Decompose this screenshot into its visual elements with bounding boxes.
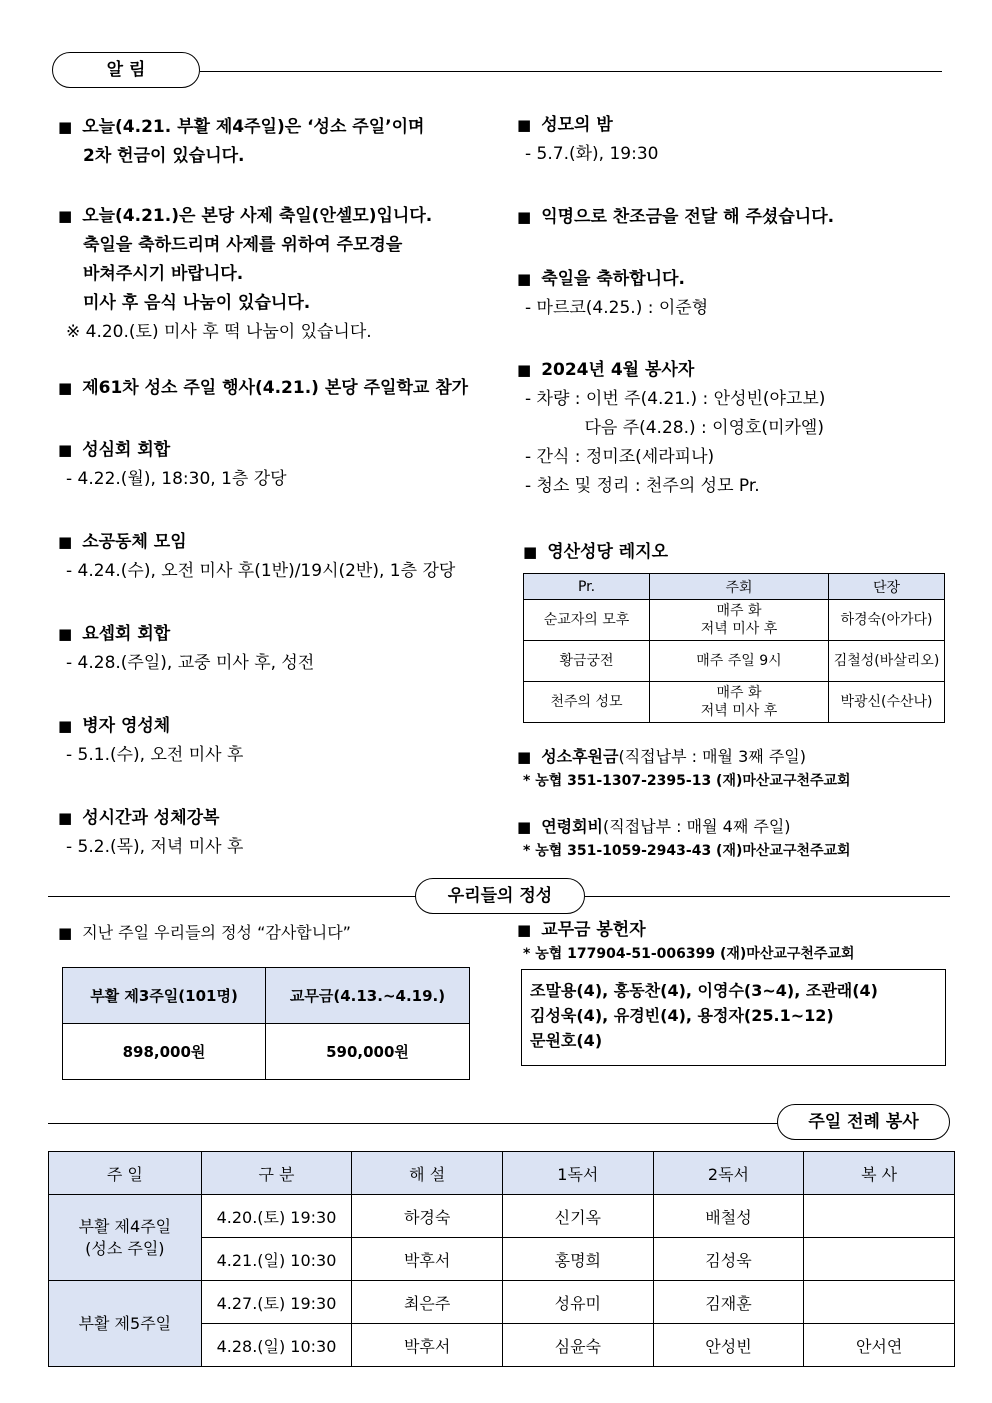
notice-detail: - 마르코(4.25.) : 이준형 [525,298,709,318]
sunday-cell: 부활 제5주일 [49,1281,202,1367]
notice-text: 축일을 축하드리며 사제를 위하여 주모경을 [83,235,403,255]
offering-header: 교무금(4.13.~4.19.) [266,968,470,1024]
fund-funeral: ■ 연령회비(직접납부 : 매월 4째 주일) * 농협 351-1059-2943-43 (재)마산교구천주교회 [517,815,851,863]
legio-cell: 매주 화 저녁 미사 후 [650,600,829,641]
liturgy-cell: 박후서 [352,1238,503,1281]
liturgy-cell: 박후서 [352,1324,503,1367]
offering-title: 우리들의 정성 [415,878,585,914]
notice-detail: - 4.28.(주일), 교중 미사 후, 성전 [66,653,315,673]
notice-item [517,356,825,501]
offering-value: 590,000원 [266,1024,470,1080]
liturgy-cell: 성유미 [502,1281,653,1324]
notice-item [58,202,432,347]
legio-row [524,682,945,723]
notice-detail: - 청소 및 정리 : 천주의 성모 Pr. [525,476,760,496]
liturgy-cell: 김재훈 [653,1281,804,1324]
notice-item [517,265,708,323]
notice-detail: - 차량 : 이번 주(4.21.) : 안성빈(야고보) [525,389,826,409]
liturgy-row [49,1281,955,1324]
notice-title: 알 림 [52,52,200,88]
donor-line: 문원호(4) [530,1031,603,1050]
liturgy-title: 주일 전례 봉사 [777,1104,950,1140]
col-leader: 단장 [829,574,945,600]
notice-text: 2차 헌금이 있습니다. [83,146,245,166]
legio-table [523,573,945,723]
sunday-cell: 부활 제4주일 (성소 주일) [49,1195,202,1281]
liturgy-header: 1독서 [502,1152,653,1195]
divider [48,896,416,897]
fund-vocation: ■ 성소후원금(직접납부 : 매월 3째 주일) * 농협 351-1307-2395-13 (재)마산교구천주교회 [517,745,851,793]
donors-heading: ■ 교무금 봉헌자 * 농협 177904-51-006399 (재)마산교구천주교회 [517,918,855,966]
liturgy-header: 해 설 [352,1152,503,1195]
liturgy-cell: 안서연 [804,1324,955,1367]
legio-cell: 하경숙(아가다) [829,600,945,641]
liturgy-cell: 4.28.(일) 10:30 [201,1324,352,1367]
liturgy-row [49,1195,955,1238]
notice-item [58,374,468,403]
notice-text: 미사 후 음식 나눔이 있습니다. [83,293,311,313]
notice-detail: - 4.22.(월), 18:30, 1층 강당 [66,469,287,489]
legio-cell: 매주 화 저녁 미사 후 [650,682,829,723]
liturgy-cell: 4.21.(일) 10:30 [201,1238,352,1281]
notice-detail: - 간식 : 정미조(세라피나) [525,447,715,467]
notice-text: 바쳐주시기 바랍니다. [83,264,244,284]
legio-cell: 천주의 성모 [524,682,650,723]
liturgy-header: 주 일 [49,1152,202,1195]
notice-text: ■ 요셉회 회합 [58,620,314,649]
offering-heading: ■ 지난 주일 우리들의 정성 “감사합니다” [58,918,351,948]
legio-cell: 황금궁전 [524,641,650,682]
liturgy-cell: 홍명희 [502,1238,653,1281]
liturgy-cell [804,1238,955,1281]
notice-text: ■ 익명으로 찬조금을 전달 해 주셨습니다. [517,203,834,232]
divider [200,71,942,72]
notice-detail: ※ 4.20.(토) 미사 후 떡 나눔이 있습니다. [66,322,372,342]
offering-value: 898,000원 [63,1024,266,1080]
donors-box [521,969,946,1066]
notice-item [58,113,424,171]
notice-text: ■ 제61차 성소 주일 행사(4.21.) 본당 주일학교 참가 [58,374,468,403]
notice-detail: - 4.24.(수), 오전 미사 후(1반)/19시(2반), 1층 강당 [66,561,456,581]
liturgy-cell: 신기옥 [502,1195,653,1238]
notice-item [58,712,243,770]
col-meeting: 주회 [650,574,829,600]
liturgy-header: 복 사 [804,1152,955,1195]
liturgy-cell: 배철성 [653,1195,804,1238]
offering-table [62,967,470,1080]
liturgy-cell: 하경숙 [352,1195,503,1238]
notice-detail: - 5.7.(화), 19:30 [525,144,659,164]
notice-text: ■ 2024년 4월 봉사자 [517,356,825,385]
liturgy-header: 구 분 [201,1152,352,1195]
legio-row [524,641,945,682]
liturgy-cell: 4.20.(토) 19:30 [201,1195,352,1238]
legio-heading: ■ 영산성당 레지오 [523,538,668,567]
liturgy-cell [804,1195,955,1238]
legio-cell: 순교자의 모후 [524,600,650,641]
notice-item [517,203,834,232]
notice-item [58,620,314,678]
notice-text: ■ 성시간과 성체강복 [58,804,243,833]
liturgy-header: 2독서 [653,1152,804,1195]
liturgy-cell: 4.27.(토) 19:30 [201,1281,352,1324]
donor-line: 김성욱(4), 유경빈(4), 용정자(25.1~12) [530,1006,834,1025]
notice-detail: - 5.1.(수), 오전 미사 후 [66,745,244,765]
col-pr: Pr. [524,574,650,600]
legio-row [524,600,945,641]
liturgy-table [48,1151,955,1367]
divider [585,896,950,897]
notice-text: ■ 성모의 밤 [517,111,658,140]
legio-cell: 매주 주일 9시 [650,641,829,682]
notice-text: ■ 성심회 회합 [58,436,287,465]
divider [48,1123,778,1124]
notice-item [517,111,658,169]
liturgy-cell: 심윤숙 [502,1324,653,1367]
legio-cell: 박광신(수산나) [829,682,945,723]
liturgy-cell: 안성빈 [653,1324,804,1367]
notice-text: ■ 오늘(4.21. 부활 제4주일)은 ‘성소 주일’이며 [58,113,424,142]
notice-item [58,436,287,494]
notice-item [58,804,243,862]
notice-detail: 다음 주(4.28.) : 이영호(미카엘) [525,418,824,438]
notice-item [58,528,455,586]
liturgy-cell [804,1281,955,1324]
notice-text: ■ 오늘(4.21.)은 본당 사제 축일(안셀모)입니다. [58,202,432,231]
notice-text: ■ 병자 영성체 [58,712,243,741]
notice-text: ■ 축일을 축하합니다. [517,265,708,294]
notice-text: ■ 소공동체 모임 [58,528,455,557]
offering-header: 부활 제3주일(101명) [63,968,266,1024]
liturgy-cell: 김성욱 [653,1238,804,1281]
liturgy-cell: 최은주 [352,1281,503,1324]
legio-cell: 김철성(바살리오) [829,641,945,682]
notice-detail: - 5.2.(목), 저녁 미사 후 [66,837,244,857]
donor-line: 조말용(4), 홍동찬(4), 이영수(3~4), 조관래(4) [530,981,878,1000]
